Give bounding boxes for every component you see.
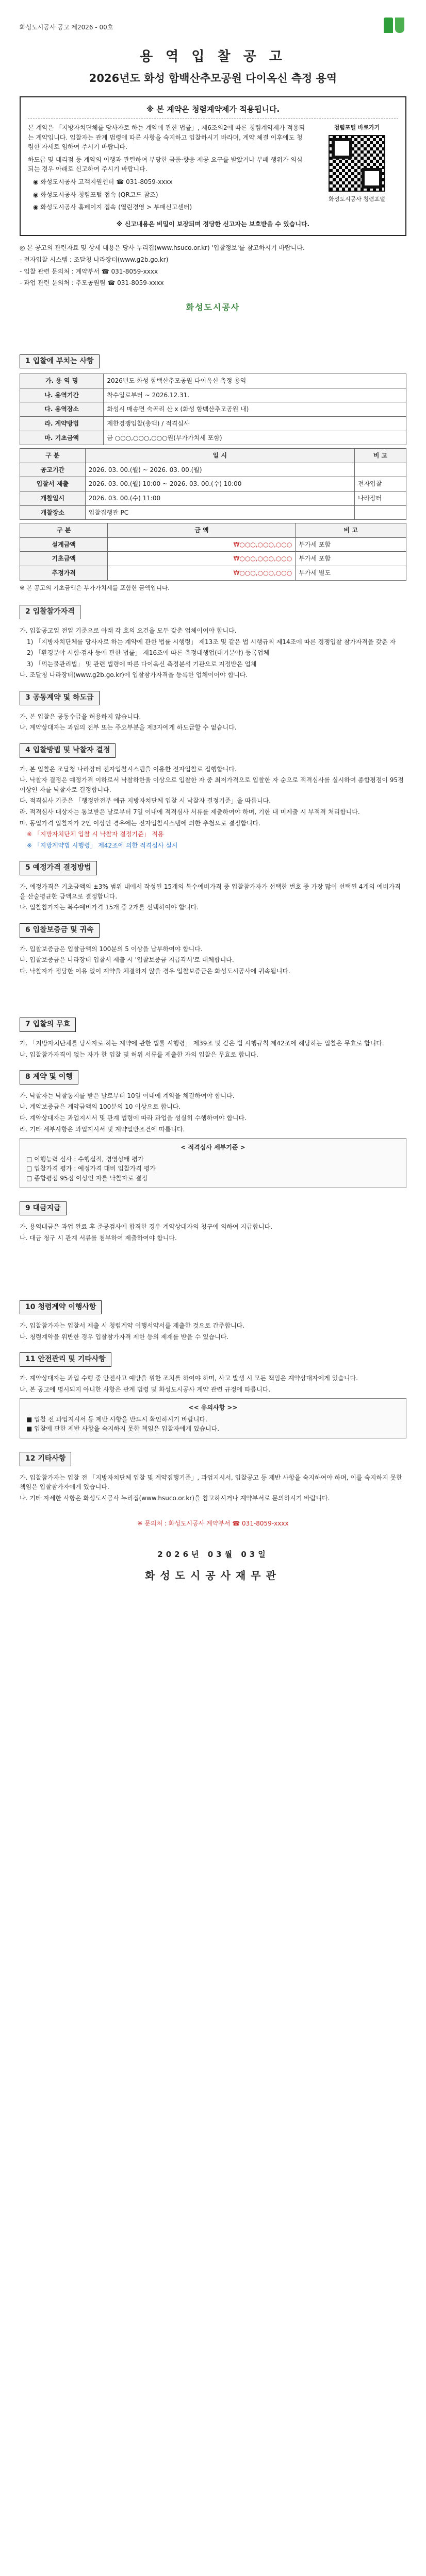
table-row: 마. 기초금액 금 ○○○,○○○,○○○원(부가가치세 포함) [20,431,406,445]
overview-table [20,374,406,445]
amount-note: ※ 본 공고의 기초금액은 부가가치세를 포함한 금액입니다. [20,584,170,591]
page-title: 용 역 입 찰 공 고 [140,49,286,64]
org-name: 화성도시공사 [186,302,240,312]
para: 가. 입찰공고일 전일 기준으로 아래 각 호의 요건을 모두 갖춘 업체이어야 합니다. [20,627,237,635]
para: 가. 본 입찰은 공동수급을 허용하지 않습니다. [20,713,141,720]
qr-block [316,123,398,215]
section-title: 7 입찰의 무효 [20,1018,76,1032]
para: 나. 대금 청구 시 관계 서류를 첨부하여 제출하여야 합니다. [20,1234,177,1242]
integrity-item: ◉ 화성도시공사 청렴포털 접속 (QR코드 참조) [33,191,158,198]
para: 가. 본 입찰은 조달청 나라장터 전자입찰시스템을 이용한 전자입찰로 집행합니다. [20,765,237,773]
table-row: 설계금액 ₩○○○,○○○,○○○ 부가세 포함 [20,537,406,552]
section-title: 4 입찰방법 및 낙찰자 결정 [20,743,116,758]
para: 나. 입찰참가자는 복수예비가격 15개 중 2개를 선택하여야 합니다. [20,904,199,911]
table-row: 가. 용 역 명 2026년도 화성 함백산추모공원 다이옥신 측정 용역 [20,374,406,388]
integrity-line: 본 계약은 「지방자치단체를 당사자로 하는 계약에 관한 법률」, 제6조의2에 따른 청렴계약제가 적용되는 계약입니다. 입찰자는 관계 법령에 따른 사항을 숙지하고 입찰하시기 바라며, 계약 체결 이후에도 청렴한 자세로 임하여 주시기 바랍니다. [28,124,305,151]
para: 가. 「지방자치단체를 당사자로 하는 계약에 관한 법률 시행령」 제39조 및 같은 법 시행규칙 제42조에 해당하는 입찰은 무효로 합니다. [20,1040,384,1047]
table-row: 공고기간 2026. 03. 00.(월) ~ 2026. 03. 00.(월) [20,463,406,477]
para: 다. 적격심사 기준은 「행정안전부 예규 지방자치단체 입찰 시 낙찰자 결정기준」을 따릅니다. [20,797,271,805]
para-note: ※ 「지방계약법 시행령」 제42조에 의한 적격심사 실시 [27,841,178,849]
para: 가. 낙찰자는 낙찰통지를 받은 날로부터 10일 이내에 계약을 체결하여야 합니다. [20,1092,235,1099]
para: 3) 「먹는물관리법」 및 관련 법령에 따른 다이옥신 측정분석 기관으로 지정받은 업체 [27,660,257,668]
section-title: 8 계약 및 이행 [20,1070,78,1084]
header-bar [20,14,406,43]
para: 나. 입찰참가자격이 없는 자가 한 입찰 및 허위 서류를 제출한 자의 입찰은 무효로 합니다. [20,1050,258,1058]
intro-line: - 과업 관련 문의처 : 추모공원팀 ☎ 031-8059-xxxx [20,279,164,287]
caution-box [20,1398,406,1438]
amount-table [20,523,406,580]
qr-caption: 청렴포털 바로가기 [334,124,380,131]
para: 다. 계약상대자는 과업지시서 및 관계 법령에 따라 과업을 성실히 수행하여야 합니다. [20,1114,247,1122]
para: 나. 계약보증금은 계약금액의 100분의 10 이상으로 합니다. [20,1103,181,1111]
para: 나. 청렴계약을 위반한 경우 입찰참가자격 제한 등의 제재를 받을 수 있습니다. [20,1333,229,1341]
integrity-box [20,96,406,236]
hu-logo-icon [384,14,406,35]
para: 가. 예정가격은 기초금액의 ±3% 범위 내에서 작성된 15개의 복수예비가격 중 입찰참가자가 선택한 번호 중 가장 많이 선택된 4개의 예비가격을 산술평균한 금액으로 결정합니다. [20,883,401,900]
integrity-box-head: ※ 본 계약은 청렴계약제가 적용됩니다. [28,104,398,119]
caution-line: ■ 입찰 전 과업지시서 등 제반 사항을 반드시 확인하시기 바랍니다. [26,1415,207,1423]
table-row: 라. 계약방법 제한경쟁입찰(총액) / 적격심사 [20,417,406,431]
schedule-table [20,448,406,520]
criteria-box-head: < 적격심사 세부기준 > [181,1144,245,1151]
section-title: 12 기타사항 [20,1452,71,1466]
table-row: 개찰장소 입찰집행관 PC [20,505,406,520]
para: 나. 계약상대자는 과업의 전부 또는 주요부분을 제3자에게 하도급할 수 없습니다. [20,724,237,732]
para: 다. 낙찰자가 정당한 이유 없이 계약을 체결하지 않을 경우 입찰보증금은 화성도시공사에 귀속됩니다. [20,967,290,975]
intro-line: - 입찰 관련 문의처 : 계약부서 ☎ 031-8059-xxxx [20,267,158,275]
para-note: ※ 「지방자치단체 입찰 시 낙찰자 결정기준」 적용 [27,831,164,838]
integrity-item: ◉ 화성도시공사 고객지원센터 ☎ 031-8059-xxxx [33,178,173,186]
para: 가. 용역대금은 과업 완료 후 준공검사에 합격한 경우 계약상대자의 청구에 의하여 지급합니다. [20,1223,273,1231]
table-row: 나. 용역기간 착수일로부터 ~ 2026.12.31. [20,388,406,402]
table-row: 입찰서 제출 2026. 03. 00.(월) 10:00 ~ 2026. 03. 00.(수) 10:00 전자입찰 [20,477,406,492]
section-title: 6 입찰보증금 및 귀속 [20,923,100,938]
table-header-row: 구 분 금 액 비 고 [20,523,406,538]
section-title: 10 청렴계약 이행사항 [20,1300,102,1315]
para: 2) 「환경분야 시험·검사 등에 관한 법률」 제16조에 따른 측정대행업(대기분야) 등록업체 [27,649,270,657]
para: 나. 조달청 나라장터(www.g2b.go.kr)에 입찰참가자격을 등록한 업체이어야 합니다. [20,671,248,679]
criteria-box [20,1138,406,1188]
table-row: 다. 용역장소 화성시 매송면 숙곡리 산 x (화성 함백산추모공원 내) [20,402,406,417]
para: 나. 입찰보증금은 나라장터 입찰서 제출 시 '입찰보증금 지급각서'로 대체합니다. [20,956,234,964]
criteria-line: □ 종합평점 95점 이상인 자를 낙찰자로 결정 [26,1175,148,1182]
contact-line: ※ 문의처 : 화성도시공사 계약부서 ☎ 031-8059-xxxx [137,1519,289,1527]
table-header-row: 구 분 일 시 비 고 [20,449,406,463]
integrity-item: ◉ 화성도시공사 홈페이지 접속 (열린경영 > 부패신고센터) [33,204,192,211]
para: 가. 입찰보증금은 입찰금액의 100분의 5 이상을 납부하여야 합니다. [20,945,203,953]
criteria-line: □ 입찰가격 평가 : 예정가격 대비 입찰가격 평가 [26,1165,156,1173]
notice-number: 화성도시공사 공고 제2026 - 00호 [20,24,113,31]
signer: 화성도시공사재무관 [145,1569,281,1582]
criteria-line: □ 이행능력 심사 : 수행실적, 경영상태 평가 [26,1155,144,1163]
caution-box-head: << 유의사항 >> [188,1404,238,1412]
para: 라. 적격심사 대상자는 통보받은 날로부터 7일 이내에 적격심사 서류를 제출하여야 하며, 기한 내 미제출 시 부적격 처리합니다. [20,808,360,816]
section-title: 1 입찰에 부치는 사항 [20,354,100,369]
section-title: 2 입찰참가자격 [20,605,80,619]
intro-block [20,243,406,287]
page-subtitle: 2026년도 화성 함백산추모공원 다이옥신 측정 용역 [89,72,337,85]
section-title: 11 안전관리 및 기타사항 [20,1352,111,1367]
intro-line: ◎ 본 공고의 관련자료 및 상세 내용은 당사 누리집(www.hsuco.or.kr) '입찰정보'를 참고하시기 바랍니다. [20,244,305,252]
para: 가. 계약상대자는 과업 수행 중 안전사고 예방을 위한 조치를 하여야 하며, 사고 발생 시 모든 책임은 계약상대자에게 있습니다. [20,1375,358,1382]
para: 나. 본 공고에 명시되지 아니한 사항은 관계 법령 및 화성도시공사 계약 관련 규정에 따릅니다. [20,1385,271,1393]
integrity-line: 하도급 및 대리점 등 계약의 이행과 관련하여 부당한 금품·향응 제공 요구를 받았거나 부패 행위가 의심되는 경우 아래로 신고하여 주시기 바랍니다. [28,156,303,173]
table-row: 기초금액 ₩○○○,○○○,○○○ 부가세 포함 [20,552,406,566]
qr-code-icon[interactable] [329,135,385,192]
qr-label: 화성도시공사 청렴포털 [329,196,385,203]
table-row: 개찰일시 2026. 03. 00.(수) 11:00 나라장터 [20,492,406,506]
para: 나. 기타 자세한 사항은 화성도시공사 누리집(www.hsuco.or.kr)을 참고하시거나 계약부서로 문의하시기 바랍니다. [20,1494,330,1502]
para: 라. 기타 세부사항은 과업지시서 및 계약일반조건에 따릅니다. [20,1125,185,1133]
section-title: 9 대금지급 [20,1201,67,1216]
para: 나. 낙찰자 결정은 예정가격 이하로서 낙찰하한율 이상으로 입찰한 자 중 최저가격으로 입찰한 자 순으로 적격심사를 실시하여 종합평점이 95점 이상인 자를 낙찰자로 결정합니다. [20,776,404,793]
integrity-foot: ※ 신고내용은 비밀이 보장되며 정당한 신고자는 보호받을 수 있습니다. [116,220,310,228]
para: 1) 「지방자치단체를 당사자로 하는 계약에 관한 법률 시행령」 제13조 및 같은 법 시행규칙 제14조에 따른 경쟁입찰 참가자격을 갖춘 자 [27,638,396,646]
caution-line: ■ 입찰에 관한 제반 사항을 숙지하지 못한 책임은 입찰자에게 있습니다. [26,1425,220,1433]
intro-line: - 전자입찰 시스템 : 조달청 나라장터(www.g2b.go.kr) [20,256,169,264]
notice-date: 2026년 03월 03일 [157,1550,269,1560]
para: 가. 입찰참가자는 입찰서 제출 시 청렴계약 이행서약서를 제출한 것으로 간주합니다. [20,1322,245,1330]
para: 가. 입찰참가자는 입찰 전 「지방자치단체 입찰 및 계약집행기준」, 과업지시서, 입찰공고 등 제반 사항을 숙지하여야 하며, 이를 숙지하지 못한 책임은 입찰참가자에게 있습니다. [20,1473,402,1491]
para: 마. 동일가격 입찰자가 2인 이상인 경우에는 전자입찰시스템에 의한 추첨으로 결정합니다. [20,819,260,827]
section-title: 5 예정가격 결정방법 [20,861,97,875]
section-title: 3 공동계약 및 하도급 [20,691,100,705]
table-row: 추정가격 ₩○○○,○○○,○○○ 부가세 별도 [20,566,406,581]
